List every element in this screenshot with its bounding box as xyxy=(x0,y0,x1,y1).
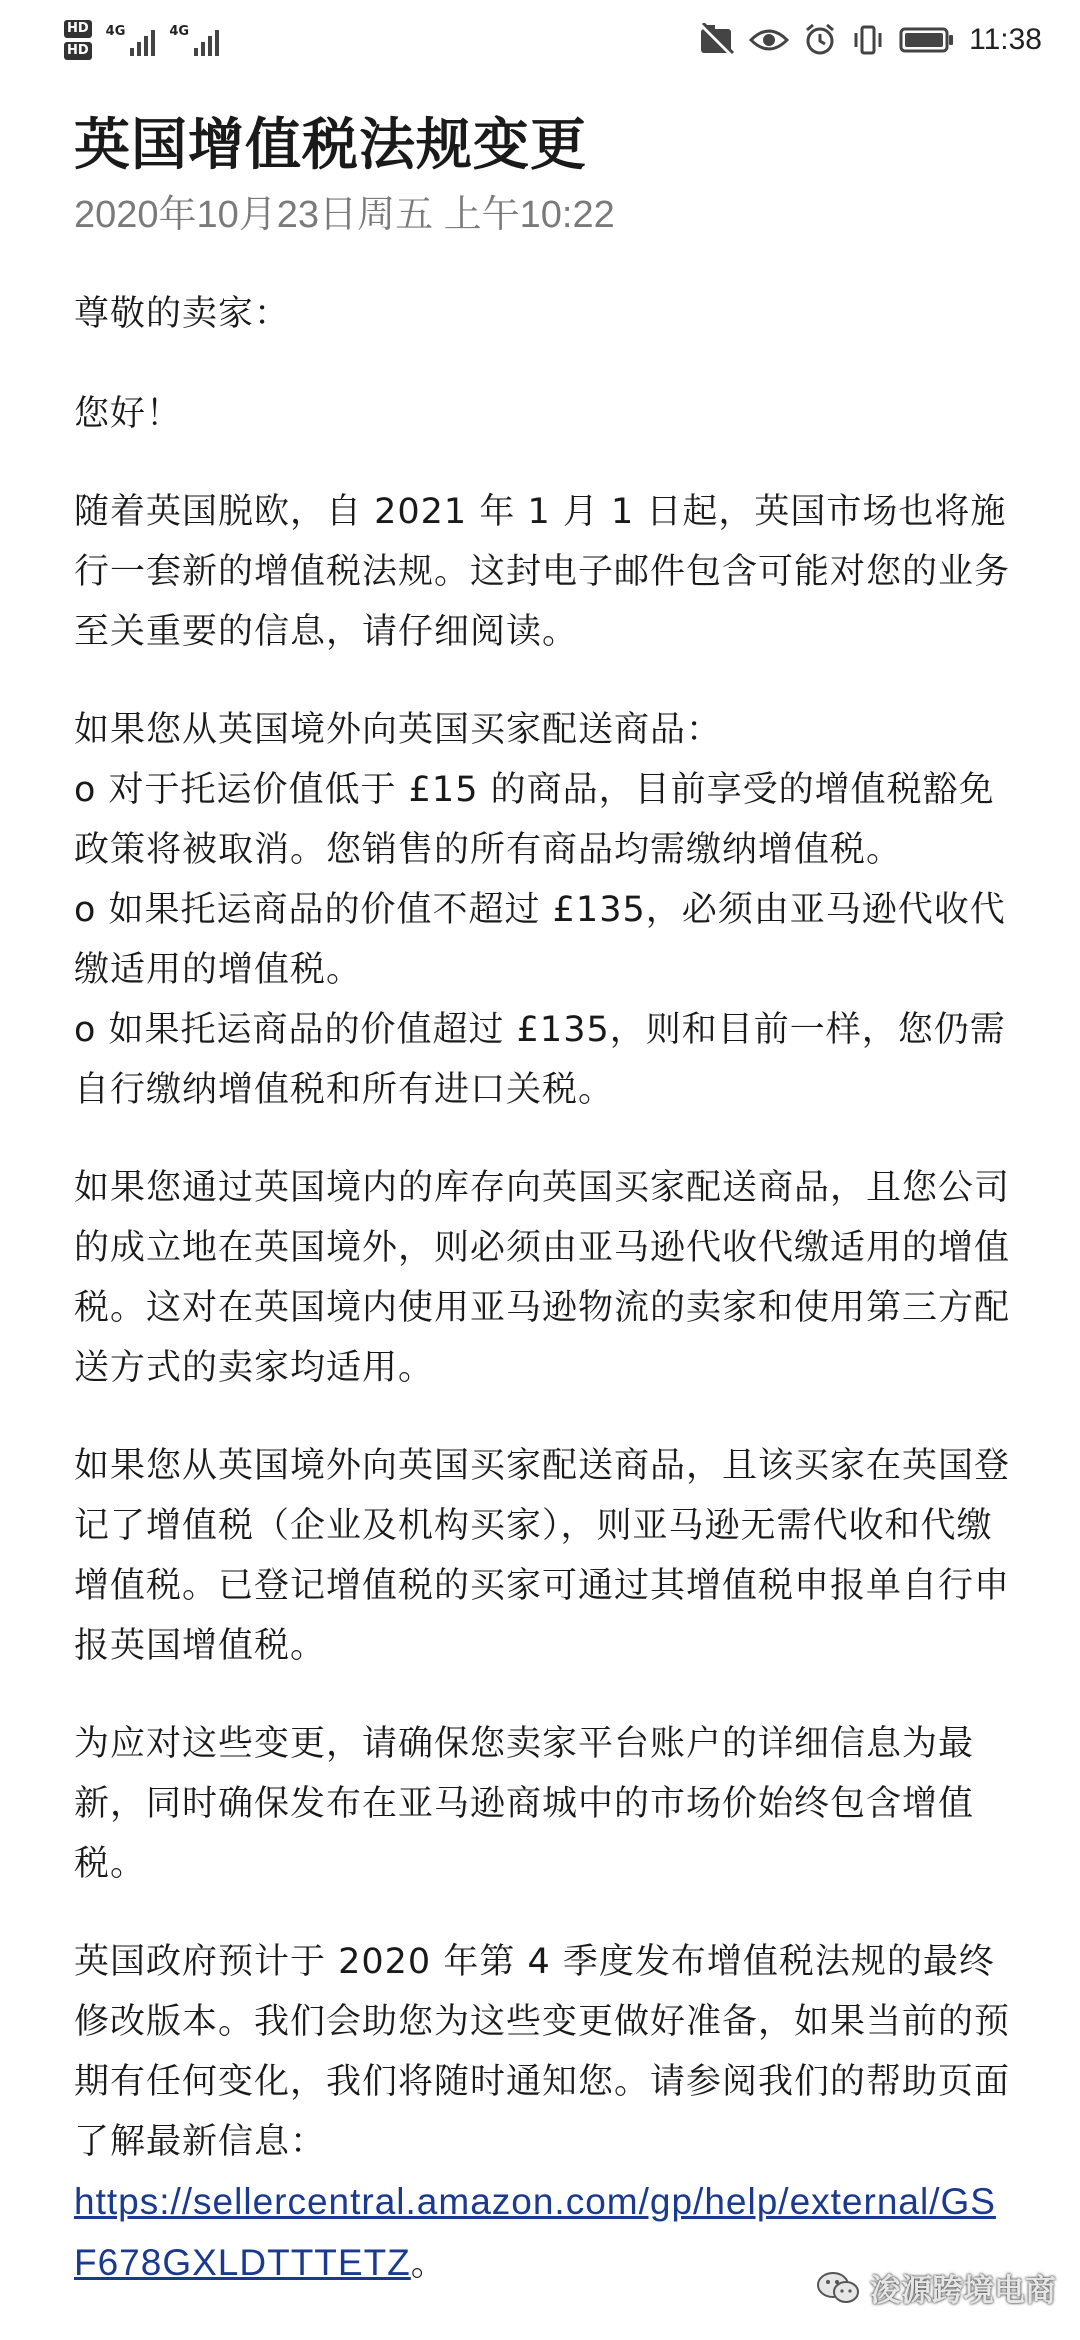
hello-line: 您好！ xyxy=(74,394,183,434)
email-body xyxy=(74,106,1014,2294)
email-date: 2020年10月23日周五 上午10:22 xyxy=(74,194,615,236)
status-left xyxy=(64,20,219,60)
paragraph-vat-registered: 如果您从英国境外向英国买家配送商品，且该买家在英国登记了增值税（企业及机构买家），则亚马逊无需代收和代缴增值税。已登记增值税的买家可通过其增值税申报单自行申报英国增值税。 xyxy=(74,1446,1011,1666)
paragraph-outside-uk-intro: 如果您从英国境外向英国买家配送商品： xyxy=(74,710,723,750)
paragraph-final xyxy=(74,1932,1014,2294)
watermark xyxy=(816,2265,1056,2310)
paragraph-brexit: 随着英国脱欧，自 2021 年 1 月 1 日起，英国市场也将施行一套新的增值税法规。这封电子邮件包含可能对您的业务至关重要的信息，请仔细阅读。 xyxy=(74,492,1011,652)
paragraph-final-text: 英国政府预计于 2020 年第 4 季度发布增值税法规的最终修改版本。我们会助您为这些变更做好准备，如果当前的预期有任何变化，我们将随时通知您。请参阅我们的帮助页面了解最新信息： xyxy=(74,1942,1011,2162)
bullet-over-135: o 如果托运商品的价值超过 £135，则和目前一样，您仍需自行缴纳增值税和所有进口关税。 xyxy=(74,1010,1006,1110)
hd-badge-2: HD xyxy=(64,42,92,60)
vibrate-icon xyxy=(851,23,885,57)
hd-indicators xyxy=(64,20,92,60)
status-right xyxy=(697,23,1042,57)
greeting: 尊敬的卖家： xyxy=(74,294,291,334)
paragraph-outside-uk xyxy=(74,700,1014,1120)
status-bar xyxy=(0,0,1080,80)
battery-icon xyxy=(899,26,955,54)
email-subject: 英国增值税法规变更 xyxy=(74,113,587,178)
wechat-icon xyxy=(816,2270,860,2306)
alarm-icon xyxy=(803,23,837,57)
network-type-2: 4G xyxy=(169,24,190,39)
no-sim-icon xyxy=(697,23,735,57)
help-page-link[interactable]: https://sellercentral.amazon.com/gp/help/external/GSF678GXLDTTTETZ xyxy=(74,2181,996,2283)
paragraph-account-update: 为应对这些变更，请确保您卖家平台账户的详细信息为最新，同时确保发布在亚马逊商城中的市场价始终包含增值税。 xyxy=(74,1724,975,1884)
link-suffix: 。 xyxy=(410,2244,447,2284)
bullet-under-15: o 对于托运价值低于 £15 的商品，目前享受的增值税豁免政策将被取消。您销售的所有商品均需缴纳增值税。 xyxy=(74,770,995,870)
hd-badge-1: HD xyxy=(64,20,92,38)
network-type-1: 4G xyxy=(105,24,126,39)
signal-icon-2 xyxy=(169,24,219,56)
watermark-text: 浚源跨境电商 xyxy=(870,2273,1056,2309)
bullet-under-135: o 如果托运商品的价值不超过 £135，必须由亚马逊代收代缴适用的增值税。 xyxy=(74,890,1006,990)
clock: 11:38 xyxy=(969,23,1042,56)
eye-icon xyxy=(749,26,789,54)
signal-icon xyxy=(106,24,156,56)
paragraph-inside-uk: 如果您通过英国境内的库存向英国买家配送商品，且您公司的成立地在英国境外，则必须由亚马逊代收代缴适用的增值税。这对在英国境内使用亚马逊物流的卖家和使用第三方配送方式的卖家均适用。 xyxy=(74,1168,1011,1388)
